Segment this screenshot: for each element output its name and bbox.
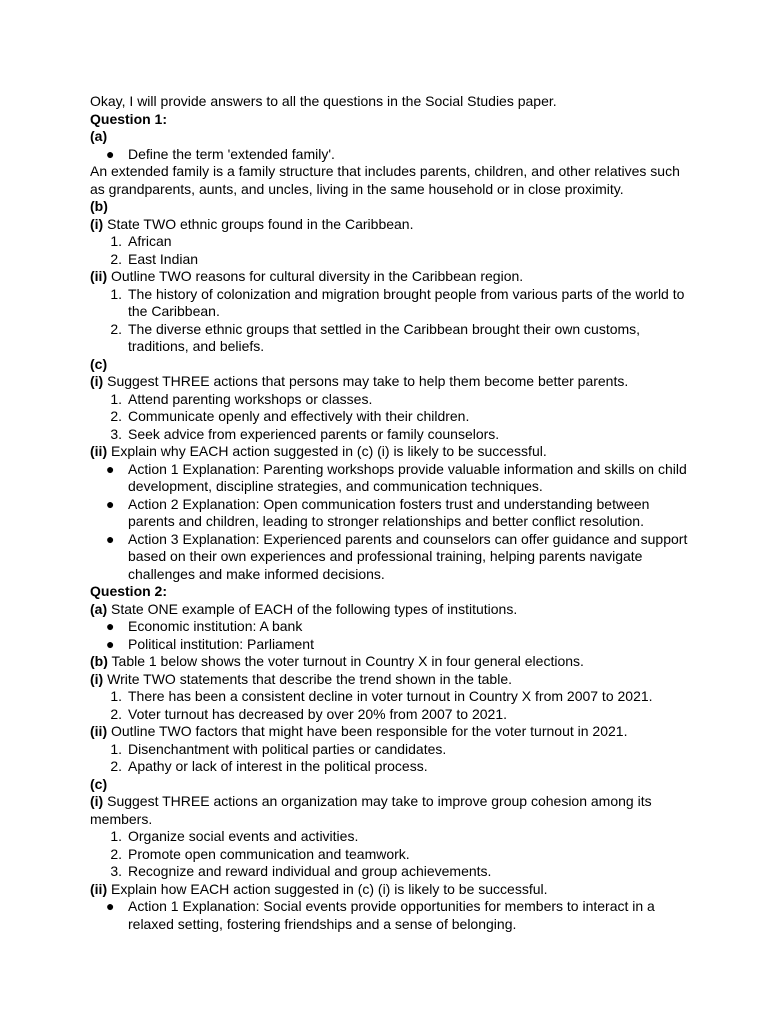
list-item [90, 618, 690, 636]
q1-b-ii-question [90, 268, 690, 286]
bullet-marker: ● [106, 460, 115, 477]
q2-b-question [90, 653, 690, 671]
list-item [90, 758, 690, 776]
question-text: Write TWO statements that describe the trend shown in the table. [103, 670, 513, 687]
bullet-marker: ● [106, 618, 115, 634]
number-marker: 1. [110, 233, 122, 249]
answer-text: Disenchantment with political parties or candidates. [128, 740, 447, 757]
number-marker: 1. [110, 688, 122, 704]
document-page [90, 93, 690, 933]
q2-a-question [90, 601, 690, 619]
sub-label: (i) [90, 793, 104, 809]
answer-text: Voter turnout has decreased by over 20% from 2007 to 2021. [128, 705, 508, 722]
question-text: Explain how EACH action suggested in (c) (i) is likely to be successful. [107, 880, 548, 897]
question-text: State ONE example of EACH of the following types of institutions. [107, 600, 518, 617]
bullet-marker: ● [106, 635, 115, 652]
answer-text: Action 1 Explanation: Social events provide opportunities for members to interact in a relaxed setting, fostering friendships and a sense of belonging. [128, 898, 655, 932]
list-item [90, 391, 690, 409]
list-item [90, 251, 690, 269]
list-item [90, 233, 690, 251]
question-text: Outline TWO factors that might have been responsible for the voter turnout in 2021. [107, 723, 628, 739]
question-2-heading: Question 2: [90, 583, 168, 599]
answer-text: The history of colonization and migration brought people from various parts of the world to the Caribbean. [128, 285, 685, 319]
list-item [90, 846, 690, 864]
answer-text: Apathy or lack of interest in the political process. [128, 758, 428, 774]
bullet-marker: ● [106, 145, 115, 162]
q1-c-label: (c) [90, 355, 108, 372]
sub-label: (i) [90, 670, 104, 687]
list-item [90, 898, 690, 933]
bullet-marker: ● [106, 898, 115, 914]
q1-a-prompt: Define the term 'extended family'. [128, 145, 335, 162]
number-marker: 1. [110, 740, 122, 757]
number-marker: 2. [110, 250, 122, 267]
list-item [90, 146, 690, 164]
q2-c-ii-question [90, 881, 690, 899]
sub-label: (b) [90, 653, 108, 669]
answer-text: Economic institution: A bank [128, 618, 303, 634]
sub-label: (i) [90, 215, 104, 232]
list-item [90, 286, 690, 321]
answer-text: Attend parenting workshops or classes. [128, 390, 373, 407]
number-marker: 3. [110, 425, 122, 442]
question-text: Outline TWO reasons for cultural diversity in the Caribbean region. [107, 268, 524, 284]
q1-a-label: (a) [90, 128, 108, 144]
answer-text: Communicate openly and effectively with their children. [128, 408, 470, 424]
answer-text: Action 1 Explanation: Parenting workshops provide valuable information and skills on child development, discipline strategies, and communication techniques. [128, 460, 687, 494]
list-item [90, 863, 690, 881]
question-1-heading: Question 1: [90, 110, 168, 127]
answer-text: East Indian [128, 250, 199, 267]
answer-text: Action 2 Explanation: Open communication fosters trust and understanding between parents and children, leading to stronger relationships and better conflict resolution. [128, 495, 650, 529]
answer-text: Promote open communication and teamwork. [128, 845, 410, 862]
q2-b-ii-question [90, 723, 690, 741]
answer-text: Recognize and reward individual and group achievements. [128, 863, 492, 879]
q2-b-i-question [90, 671, 690, 689]
q1-c-ii-question [90, 443, 690, 461]
q2-c-label: (c) [90, 775, 108, 792]
list-item [90, 496, 690, 531]
answer-text: Political institution: Parliament [128, 635, 314, 652]
question-text: State TWO ethnic groups found in the Caribbean. [103, 215, 414, 232]
sub-label: (a) [90, 600, 108, 617]
bullet-marker: ● [106, 530, 115, 547]
number-marker: 1. [110, 828, 122, 844]
list-item [90, 688, 690, 706]
question-text: Table 1 below shows the voter turnout in Country X in four general elections. [107, 653, 584, 669]
sub-label: (ii) [90, 443, 108, 459]
sub-label: (ii) [90, 723, 108, 739]
list-item [90, 636, 690, 654]
number-marker: 1. [110, 285, 122, 302]
number-marker: 3. [110, 863, 122, 879]
question-text: Suggest THREE actions an organization may take to improve group cohesion among its members. [90, 793, 652, 827]
q1-b-i-question [90, 216, 690, 234]
list-item [90, 461, 690, 496]
q1-a-answer: An extended family is a family structure that includes parents, children, and other relatives such as grandparents, aunts, and uncles, living in the same household or in close proximity. [90, 163, 680, 197]
q1-b-label: (b) [90, 198, 108, 214]
number-marker: 2. [110, 705, 122, 722]
intro-text: Okay, I will provide answers to all the questions in the Social Studies paper. [90, 93, 557, 109]
sub-label: (ii) [90, 268, 108, 284]
number-marker: 2. [110, 758, 122, 774]
answer-text: Seek advice from experienced parents or family counselors. [128, 425, 500, 442]
list-item [90, 706, 690, 724]
list-item [90, 531, 690, 584]
number-marker: 1. [110, 390, 122, 407]
list-item [90, 741, 690, 759]
sub-label: (i) [90, 373, 104, 389]
q1-c-i-question [90, 373, 690, 391]
answer-text: Action 3 Explanation: Experienced parents and counselors can offer guidance and support based on their own experiences and professional training, helping parents navigate challenges and make informed decisions. [128, 530, 688, 582]
q2-c-i-question [90, 793, 690, 828]
number-marker: 2. [110, 408, 122, 424]
sub-label: (ii) [90, 880, 108, 897]
answer-text: There has been a consistent decline in voter turnout in Country X from 2007 to 2021. [128, 688, 653, 704]
answer-text: African [128, 233, 172, 249]
number-marker: 2. [110, 320, 122, 337]
answer-text: Organize social events and activities. [128, 828, 359, 844]
list-item [90, 321, 690, 356]
number-marker: 2. [110, 845, 122, 862]
list-item [90, 408, 690, 426]
question-text: Suggest THREE actions that persons may take to help them become better parents. [103, 373, 629, 389]
list-item [90, 828, 690, 846]
question-text: Explain why EACH action suggested in (c) (i) is likely to be successful. [107, 443, 547, 459]
bullet-marker: ● [106, 495, 115, 512]
list-item [90, 426, 690, 444]
answer-text: The diverse ethnic groups that settled in the Caribbean brought their own customs, traditions, and beliefs. [128, 320, 641, 354]
